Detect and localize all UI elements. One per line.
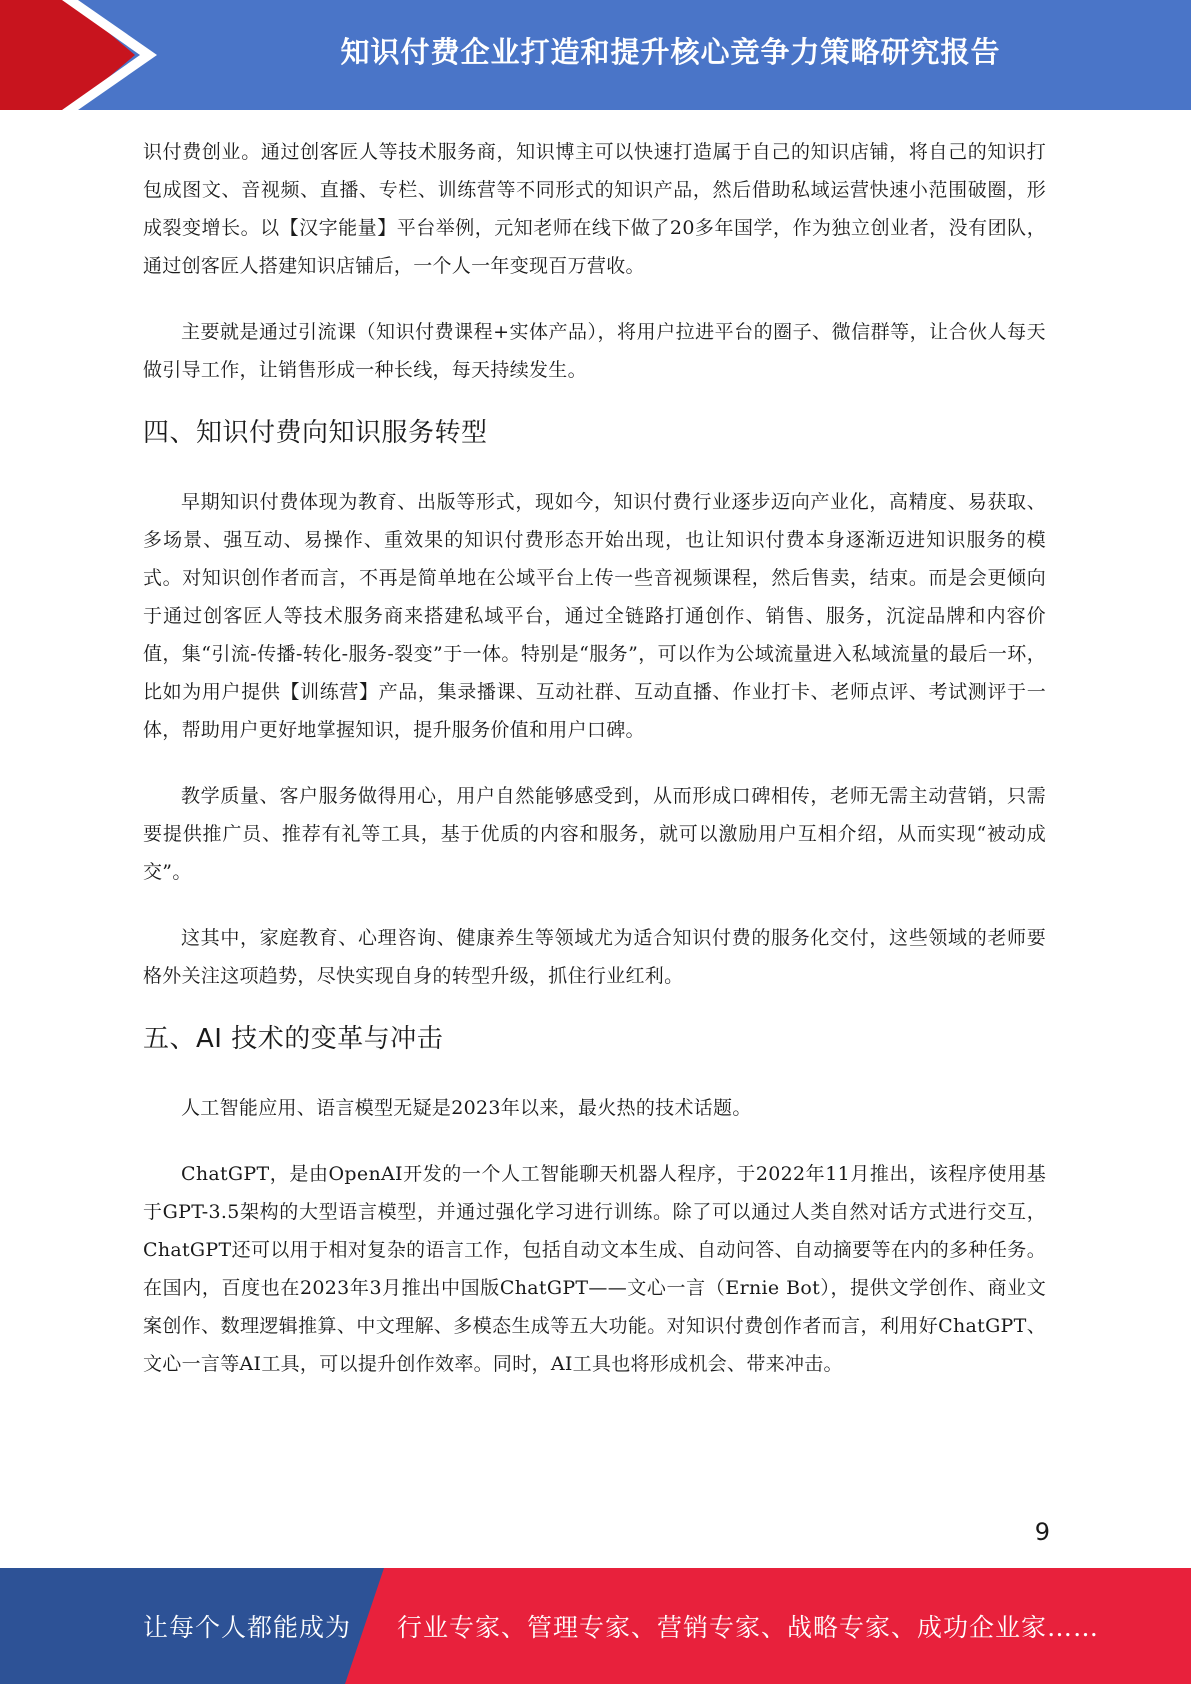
paragraph-chatgpt: ChatGPT，是由OpenAI开发的一个人工智能聊天机器人程序，于2022年11月推出，该程序使用基于GPT-3.5架构的大型语言模型，并通过强化学习进行训练。除了可以通过人类自然对话方式进行交互，ChatGPT还可以用于相对复杂的语言工作，包括自动文本生成、自动问答、自动摘要等在内的多种任务。在国内，百度也在2023年3月推出中国版ChatGPT——文心一言（Ernie Bot），提供文学创作、商业文案创作、数理逻辑推算、中文理解、多模态生成等五大功能。对知识付费创作者而言，利用好ChatGPT、文心一言等AI工具，可以提升创作效率。同时，AI工具也将形成机会、带来冲击。 [143, 1163, 1046, 1375]
page-footer [0, 1568, 1191, 1684]
page-number: 9 [1034, 1518, 1050, 1546]
header-red-arrow-decoration [0, 0, 135, 110]
paragraph-knowledge-service: 早期知识付费体现为教育、出版等形式，现如今，知识付费行业逐步迈向产业化，高精度、易获取、多场景、强互动、易操作、重效果的知识付费形态开始出现，也让知识付费本身逐渐迈进知识服务的模式。对知识创作者而言，不再是简单地在公域平台上传一些音视频课程，然后售卖，结束。而是会更倾向于通过创客匠人等技术服务商来搭建私域平台，通过全链路打通创作、销售、服务，沉淀品牌和内容价值，集“引流-传播-转化-服务-裂变”于一体。特别是“服务”，可以作为公域流量进入私域流量的最后一环，比如为用户提供【训练营】产品，集录播课、互动社群、互动直播、作业打卡、老师点评、考试测评于一体，帮助用户更好地掌握知识，提升服务价值和用户口碑。 [143, 491, 1046, 741]
section-heading-5: 五、AI 技术的变革与冲击 [143, 1024, 444, 1054]
paragraph-teaching-quality: 教学质量、客户服务做得用心，用户自然能够感受到，从而形成口碑相传，老师无需主动营销，只需要提供推广员、推荐有礼等工具，基于优质的内容和服务，就可以激励用户互相介绍，从而实现“被动成交”。 [143, 785, 1046, 883]
paragraph-continued: 识付费创业。通过创客匠人等技术服务商，知识博主可以快速打造属于自己的知识店铺，将自己的知识打包成图文、音视频、直播、专栏、训练营等不同形式的知识产品，然后借助私域运营快速小范围破圈，形成裂变增长。以【汉字能量】平台举例，元知老师在线下做了20多年国学，作为独立创业者，没有团队，通过创客匠人搭建知识店铺后，一个人一年变现百万营收。 [143, 141, 1046, 277]
paragraph-service-delivery: 这其中，家庭教育、心理咨询、健康养生等领域尤为适合知识付费的服务化交付，这些领域的老师要格外关注这项趋势，尽快实现自身的转型升级，抓住行业红利。 [143, 927, 1046, 987]
report-title: 知识付费企业打造和提升核心竞争力策略研究报告 [340, 34, 1001, 69]
paragraph-ai-topic: 人工智能应用、语言模型无疑是2023年以来，最火热的技术话题。 [181, 1097, 752, 1119]
page-header [0, 0, 1191, 110]
section-heading-4: 四、知识付费向知识服务转型 [143, 418, 488, 448]
paragraph-traffic-course: 主要就是通过引流课（知识付费课程+实体产品），将用户拉进平台的圈子、微信群等，让合伙人每天做引导工作，让销售形成一种长线，每天持续发生。 [143, 321, 1046, 381]
page-content [143, 133, 1046, 1383]
footer-slogan-left: 让每个人都能成为 [143, 1613, 352, 1642]
footer-slogan-right: 行业专家、管理专家、营销专家、战略专家、成功企业家…… [397, 1613, 1100, 1642]
